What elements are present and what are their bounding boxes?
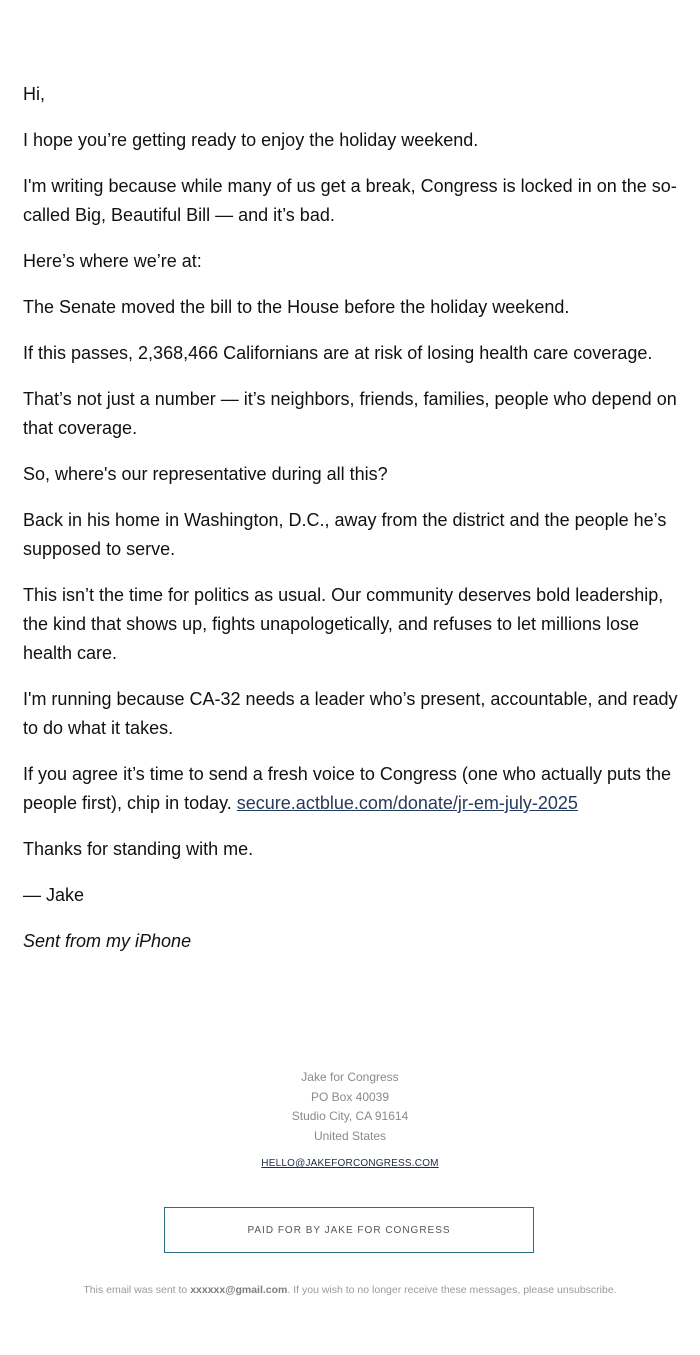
footer-org-name: Jake for Congress <box>301 1070 399 1084</box>
recipient-email: xxxxxx@gmail.com <box>190 1284 288 1296</box>
paragraph-senate: The Senate moved the bill to the House before the holiday weekend. <box>23 297 570 317</box>
paragraph-running: I'm running because CA-32 needs a leader who’s present, accountable, and ready to do what it takes. <box>23 689 678 738</box>
paragraph-thanks: Thanks for standing with me. <box>23 839 254 859</box>
paid-for-disclaimer <box>164 1207 534 1253</box>
paragraph-donate <box>23 760 683 818</box>
greeting: Hi, <box>23 84 45 104</box>
paid-for-text: PAID FOR BY JAKE FOR CONGRESS <box>247 1224 451 1236</box>
paragraph-leadership: This isn’t the time for politics as usual. Our community deserves bold leadership, the kind that shows up, fights unapologetically, and refuses to let millions lose health care. <box>23 585 664 663</box>
signature <box>23 927 683 956</box>
paragraph-washington: Back in his home in Washington, D.C., away from the district and the people he’s supposed to serve. <box>23 510 667 559</box>
legal-suffix: . If you wish to no longer receive these messages, please unsubscribe. <box>287 1284 617 1296</box>
paragraph-congress: I'm writing because while many of us get a break, Congress is locked in on the so-called Big, Beautiful Bill — and it’s bad. <box>23 176 677 225</box>
paragraph-representative: So, where's our representative during all this? <box>23 464 388 484</box>
email-body <box>23 80 683 973</box>
legal-prefix: This email was sent to <box>83 1284 191 1296</box>
paragraph-coverage: If this passes, 2,368,466 Californians are at risk of losing health care coverage. <box>23 343 653 363</box>
paragraph-holiday: I hope you’re getting ready to enjoy the holiday weekend. <box>23 130 479 150</box>
paragraph-where: Here’s where we’re at: <box>23 251 202 271</box>
contact-email-link[interactable]: HELLO@JAKEFORCONGRESS.COM <box>261 1158 439 1169</box>
donate-text: If you agree it’s time to send a fresh voice to Congress (one who actually puts the people first), chip in today. <box>23 764 672 813</box>
signoff: — Jake <box>23 885 85 905</box>
paragraph-number: That’s not just a number — it’s neighbors, friends, families, people who depend on that coverage. <box>23 389 677 438</box>
footer-city-state: Studio City, CA 91614 <box>291 1109 409 1123</box>
footer-country: United States <box>313 1128 387 1143</box>
signature-text: Sent from my iPhone <box>23 931 192 951</box>
footer-po-box: PO Box 40039 <box>310 1089 390 1104</box>
footer <box>0 1068 700 1171</box>
donate-link[interactable]: secure.actblue.com/donate/jr-em-july-2025 <box>236 793 578 813</box>
legal-notice <box>0 1284 700 1296</box>
